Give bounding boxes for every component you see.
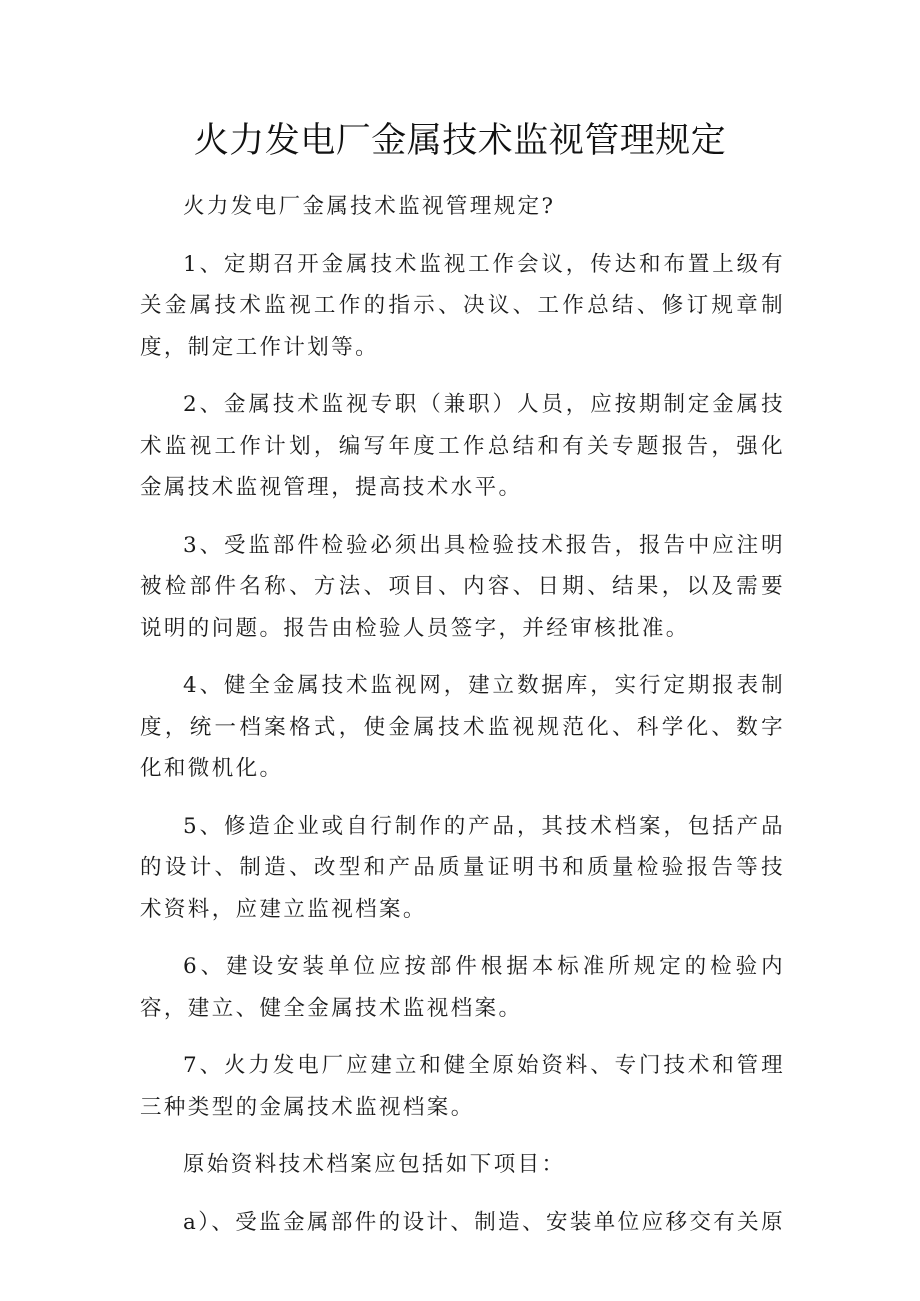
paragraph-sub-item-a: a）、受监金属部件的设计、制造、安装单位应移交有关原 bbox=[183, 1209, 785, 1235]
paragraph-item-4: 4、健全金属技术监视网，建立数据库，实行定期报表制度，统一档案格式，使金属技术监视规范化、科学化、数字化和微机化。 bbox=[140, 673, 785, 781]
document-title: 火力发电厂金属技术监视管理规定 bbox=[193, 121, 727, 161]
paragraph-archive-intro: 原始资料技术档案应包括如下项目： bbox=[183, 1152, 566, 1177]
paragraph-item-2: 2、金属技术监视专职（兼职）人员，应按期制定金属技术监视工作计划，编写年度工作总结和有关专题报告，强化金属技术监视管理，提高技术水平。 bbox=[140, 392, 785, 500]
paragraph-item-1: 1、定期召开金属技术监视工作会议，传达和布置上级有关金属技术监视工作的指示、决议、工作总结、修订规章制度，制定工作计划等。 bbox=[140, 251, 785, 360]
paragraph-item-6: 6、建设安装单位应按部件根据本标准所规定的检验内容，建立、健全金属技术监视档案。 bbox=[140, 954, 785, 1021]
paragraph-item-7: 7、火力发电厂应建立和健全原始资料、专门技术和管理三种类型的金属技术监视档案。 bbox=[140, 1053, 785, 1120]
paragraph-intro: 火力发电厂金属技术监视管理规定? bbox=[183, 194, 556, 219]
document-body bbox=[140, 186, 785, 1259]
paragraph-item-5: 5、修造企业或自行制作的产品，其技术档案，包括产品的设计、制造、改型和产品质量证明书和质量检验报告等技术资料，应建立监视档案。 bbox=[140, 813, 785, 922]
paragraph-item-3: 3、受监部件检验必须出具检验技术报告，报告中应注明被检部件名称、方法、项目、内容、日期、结果，以及需要说明的问题。报告由检验人员签字，并经审核批准。 bbox=[140, 532, 785, 641]
